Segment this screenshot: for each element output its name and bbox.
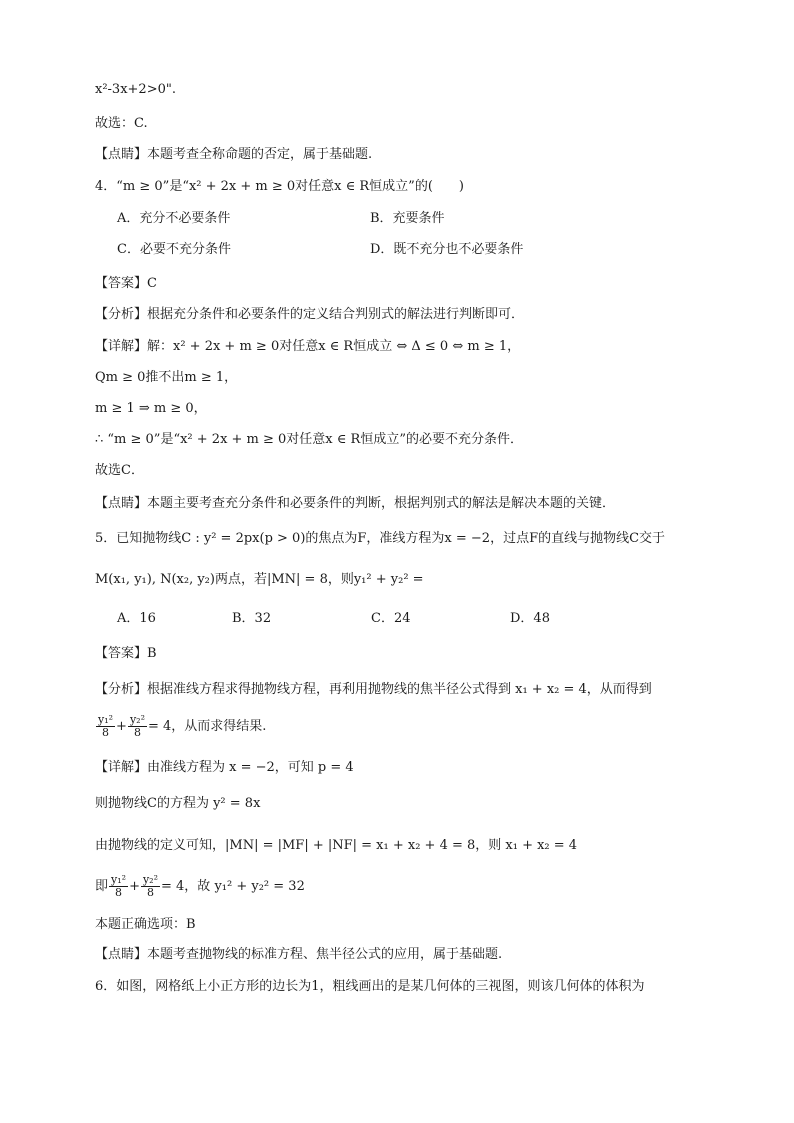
fraction-denominator: 8: [102, 726, 110, 739]
plus-sign: +: [129, 879, 140, 894]
formula-tail: = 4，从而求得结果.: [148, 719, 267, 734]
text-line: 故选：C.: [95, 116, 148, 131]
q4-detail: ∴ “m ≥ 0”是“x² + 2x + m ≥ 0对任意x ∈ R恒成立”的必要不充分条件．: [95, 432, 523, 447]
fraction: [128, 714, 147, 739]
q4-option-a: A．充分不必要条件: [117, 211, 231, 226]
q5-analysis: 【分析】根据准线方程求得抛物线方程，再利用抛物线的焦半径公式得到 x₁ + x₂ = 4，从而得到: [95, 682, 652, 697]
fraction-denominator: 8: [146, 886, 154, 899]
question-5: 5．已知抛物线C : y² = 2px(p > 0)的焦点为F，准线方程为x = −2，过点F的直线与抛物线C交于: [95, 531, 666, 546]
q5-option-b: B．32: [232, 611, 272, 626]
q4-option-b: B．充要条件: [370, 211, 445, 226]
q5-note: 【点睛】本题考查抛物线的标准方程、焦半径公式的应用，属于基础题.: [95, 947, 503, 962]
q5-analysis-formula: [95, 714, 714, 739]
fraction: [109, 874, 128, 899]
formula-tail: = 4，故 y₁² + y₂² = 32: [161, 879, 305, 894]
q5-option-c: C．24: [371, 611, 411, 626]
q4-select: 故选C．: [95, 463, 144, 478]
fraction: [96, 714, 115, 739]
q4-option-d: D．既不充分也不必要条件: [370, 242, 524, 257]
q5-detail: 则抛物线C的方程为 y² = 8x: [95, 796, 261, 811]
q4-detail: m ≥ 1 ⇒ m ≥ 0，: [95, 401, 207, 416]
plus-sign: +: [116, 719, 127, 734]
q5-detail-formula: [95, 874, 714, 899]
question-6: 6．如图，网格纸上小正方形的边长为1，粗线画出的是某几何体的三视图，则该几何体的体积为: [95, 979, 645, 994]
text-line: x²-3x+2>0".: [95, 82, 176, 97]
fraction-denominator: 8: [133, 726, 141, 739]
q5-option-d: D．48: [510, 611, 550, 626]
fraction-numerator: y₁²: [111, 873, 127, 886]
q5-option-a: A．16: [117, 611, 156, 626]
fraction-numerator: y₂²: [142, 873, 159, 886]
question-4: 4．“m ≥ 0”是“x² + 2x + m ≥ 0对任意x ∈ R恒成立”的( ): [95, 179, 464, 194]
q5-detail: 【详解】由准线方程为 x = −2，可知 p = 4: [95, 760, 354, 775]
formula-head: 即: [95, 879, 109, 894]
q4-note: 【点睛】本题主要考查充分条件和必要条件的判断，根据判别式的解法是解决本题的关键．: [95, 496, 616, 511]
fraction-denominator: 8: [115, 886, 123, 899]
q4-analysis: 【分析】根据充分条件和必要条件的定义结合判别式的解法进行判断即可．: [95, 307, 525, 322]
q5-correct: 本题正确选项：B: [95, 917, 196, 932]
fraction: [141, 874, 160, 899]
fraction-numerator: y₂²: [129, 713, 145, 726]
fraction-numerator: y₁²: [98, 713, 114, 726]
q4-detail: Qm ≥ 0推不出m ≥ 1，: [95, 370, 238, 385]
q5-answer: 【答案】B: [95, 646, 157, 661]
note-line: 【点睛】本题考查全称命题的否定，属于基础题.: [95, 147, 373, 162]
question-5-cont: M(x₁, y₁), N(x₂, y₂)两点，若|MN| = 8，则y₁² + y₂² =: [95, 572, 424, 587]
q4-detail: 【详解】解：x² + 2x + m ≥ 0对任意x ∈ R恒成立 ⇔ Δ ≤ 0 ⇔ m ≥ 1，: [95, 339, 521, 354]
q4-answer: 【答案】C: [95, 276, 157, 291]
q4-option-c: C．必要不充分条件: [117, 242, 231, 257]
q5-detail: 由抛物线的定义可知，|MN| = |MF| + |NF| = x₁ + x₂ + 4 = 8，则 x₁ + x₂ = 4: [95, 838, 578, 853]
